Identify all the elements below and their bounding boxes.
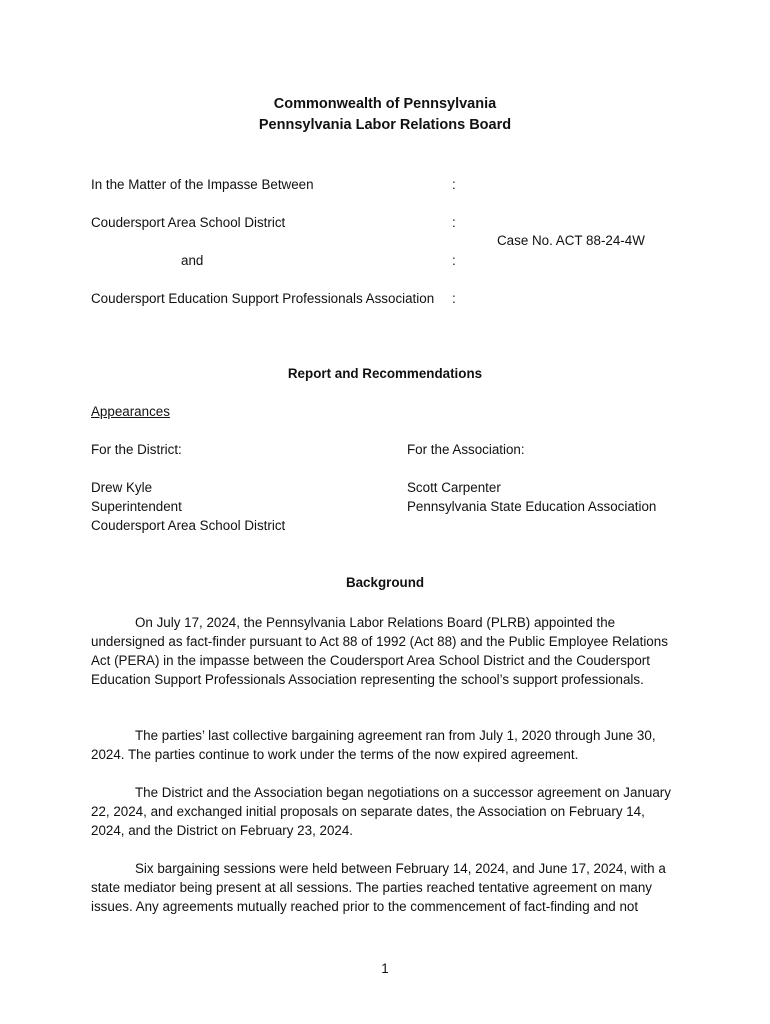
page-number: 1: [381, 961, 389, 976]
district-rep-title: Superintendent: [91, 499, 182, 514]
header-board: Pennsylvania Labor Relations Board: [258, 117, 512, 133]
association-label: For the Association:: [407, 442, 525, 457]
association-rep-name: Scott Carpenter: [407, 480, 501, 495]
background-paragraph: Six bargaining sessions were held between February 14, 2024, and June 17, 2024, with a state mediator being present at all sessions. The parties reached tentative agreement on many issues. Any agreements mutually reached prior to the commencement of fact-finding and not: [91, 861, 666, 914]
district-label: For the District:: [91, 442, 182, 457]
background-paragraph: The District and the Association began negotiations on a successor agreement on January 22, 2024, and exchanged initial proposals on separate dates, the Association on February 14, 2024, and the District on February 23, 2024.: [91, 785, 671, 838]
district-rep-org: Coudersport Area School District: [91, 518, 286, 533]
header-commonwealth: Commonwealth of Pennsylvania: [273, 96, 497, 112]
association-rep-org: Pennsylvania State Education Association: [407, 499, 657, 514]
background-heading: Background: [345, 575, 425, 590]
report-title: Report and Recommendations: [287, 366, 483, 381]
caption-and: and: [181, 253, 204, 268]
background-paragraph: On July 17, 2024, the Pennsylvania Labor Relations Board (PLRB) appointed the undersigned as fact-finder pursuant to Act 88 of 1992 (Act 88) and the Public Employee Relations Act (PERA) in the impasse between the Coudersport Area School District and the Coudersport Education Support Professionals Association representing the school’s support professionals.: [91, 615, 668, 687]
caption-colon: :: [452, 291, 456, 306]
caption-party-association: Coudersport Education Support Professionals Association: [91, 291, 435, 306]
caption-colon: :: [452, 253, 456, 268]
appearances-heading: Appearances: [91, 404, 170, 419]
background-paragraph: The parties’ last collective bargaining agreement ran from July 1, 2020 through June 30, 2024. The parties continue to work under the terms of the now expired agreement.: [91, 728, 656, 762]
case-number: Case No. ACT 88-24-4W: [497, 233, 645, 248]
caption-colon: :: [452, 215, 456, 230]
district-rep-name: Drew Kyle: [91, 480, 153, 495]
caption-colon: :: [452, 177, 456, 192]
caption-intro: In the Matter of the Impasse Between: [91, 177, 314, 192]
caption-party-district: Coudersport Area School District: [91, 215, 286, 230]
